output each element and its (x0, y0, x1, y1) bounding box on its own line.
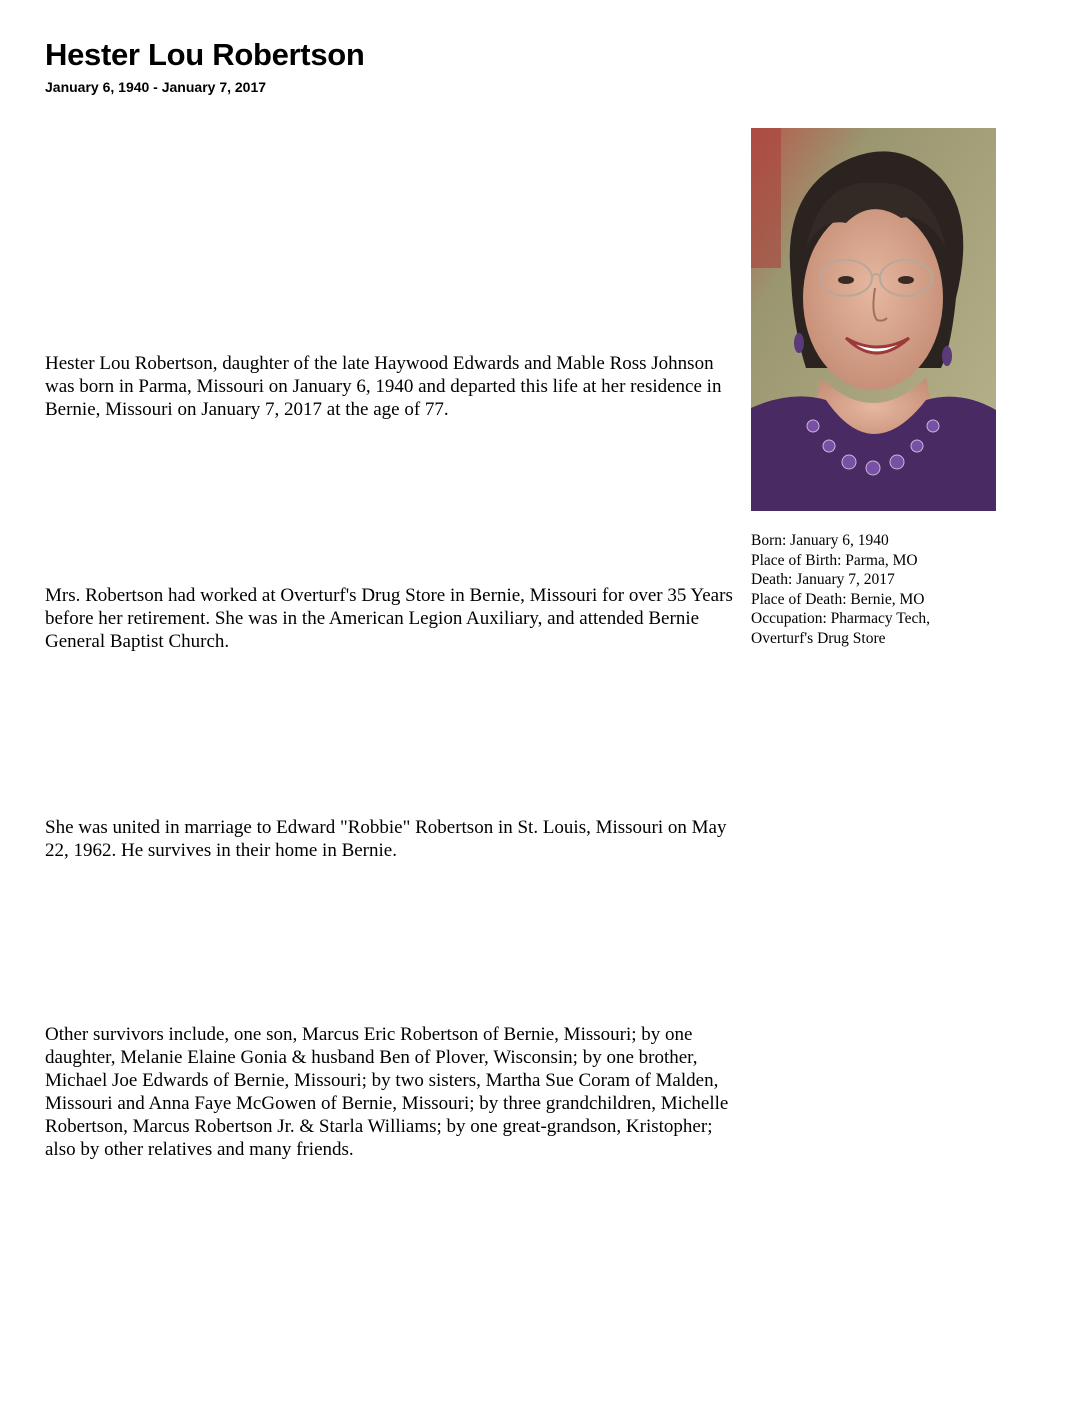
fact-place-of-death: Place of Death: Bernie, MO (751, 590, 925, 608)
vital-facts (751, 531, 991, 648)
fact-death: Death: January 7, 2017 (751, 571, 895, 588)
fact-occupation: Occupation: Pharmacy Tech, (751, 610, 930, 627)
paragraph-career: Mrs. Robertson had worked at Overturf's Drug Store in Bernie, Missouri for over 35 Years before her retirement. She was in the American Legion Auxiliary, and attended Bernie General Baptist Church. (45, 585, 733, 652)
fact-place-of-birth: Place of Birth: Parma, MO (751, 551, 918, 569)
life-dates: January 6, 1940 - January 7, 2017 (45, 79, 267, 95)
fact-occupation-employer: Overturf's Drug Store (751, 629, 886, 647)
fact-born: Born: January 6, 1940 (751, 532, 889, 549)
paragraph-survivors: Other survivors include, one son, Marcus Eric Robertson of Bernie, Missouri; by one daughter, Melanie Elaine Gonia & husband Ben of Plover, Wisconsin; by one brother, Michael Joe Edwards of Bernie, Missouri; by two sisters, Martha Sue Coram of Malden, Missouri and Anna Faye McGowen of Bernie, Missouri; by three grandchildren, Michelle Robertson, Marcus Robertson Jr. & Starla Williams; by one great-grandson, Kristopher; also by other relatives and many friends. (45, 1024, 729, 1160)
paragraph-birth-death: Hester Lou Robertson, daughter of the late Haywood Edwards and Mable Ross Johnson was born in Parma, Missouri on January 6, 1940 and departed this life at her residence in Bernie, Missouri on January 7, 2017 at the age of 77. (45, 353, 722, 420)
portrait-illustration (751, 128, 996, 511)
obituary-title: Hester Lou Robertson (45, 37, 365, 72)
portrait-photo (751, 128, 996, 511)
paragraph-marriage: She was united in marriage to Edward "Robbie" Robertson in St. Louis, Missouri on May 22, 1962. He survives in their home in Bernie. (45, 817, 727, 861)
